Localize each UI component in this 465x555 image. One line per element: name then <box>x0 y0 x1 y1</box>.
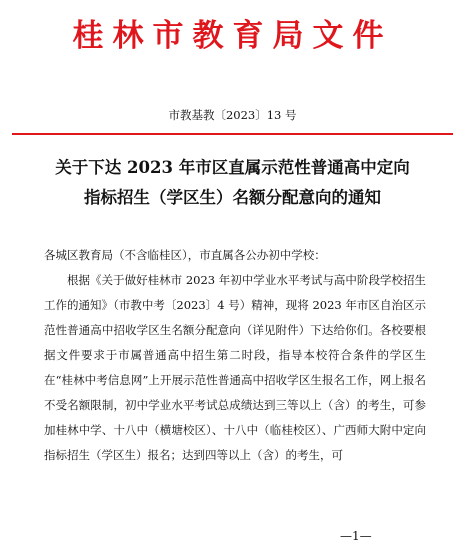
document-title-line-1: 关于下达 2023 年市区直属示范性普通高中定向 <box>55 158 410 177</box>
masthead-separator-line <box>12 133 453 135</box>
document-number: 市教基教〔2023〕13 号 <box>168 108 297 122</box>
addressee-line: 各城区教育局（不含临桂区），市直属各公办初中学校： <box>44 248 326 262</box>
body-paragraph: 根据《关于做好桂林市 2023 年初中学业水平考试与高中阶段学校招生工作的通知》（市教中考〔2023〕4 号）精神，现将 2023 年市区自治区示范性普通高中招收学区生名额分配意向（详见附件）下达给你们。各校要根据文件要求于市属普通高中招生第二时段，指导本校符合条件的学区生在“桂林中考信息网”上开展示范性普通高中招收学区生报名工作，网上报名不受名额限制，初中学业水平考试总成绩达到三等以上（含）的考生，可参加桂林中学、十八中（横塘校区）、十八中（临桂校区）、广西师大附中定向指标招生（学区生）报名；达到四等以上（含）的考生，可 <box>44 273 426 462</box>
document-title-line-2: 指标招生（学区生）名额分配意向的通知 <box>84 188 381 207</box>
page-number: —1— <box>340 529 372 543</box>
document-body <box>44 243 426 468</box>
document-masthead: 桂林市教育局文件 <box>72 18 393 54</box>
document-title <box>0 153 465 213</box>
